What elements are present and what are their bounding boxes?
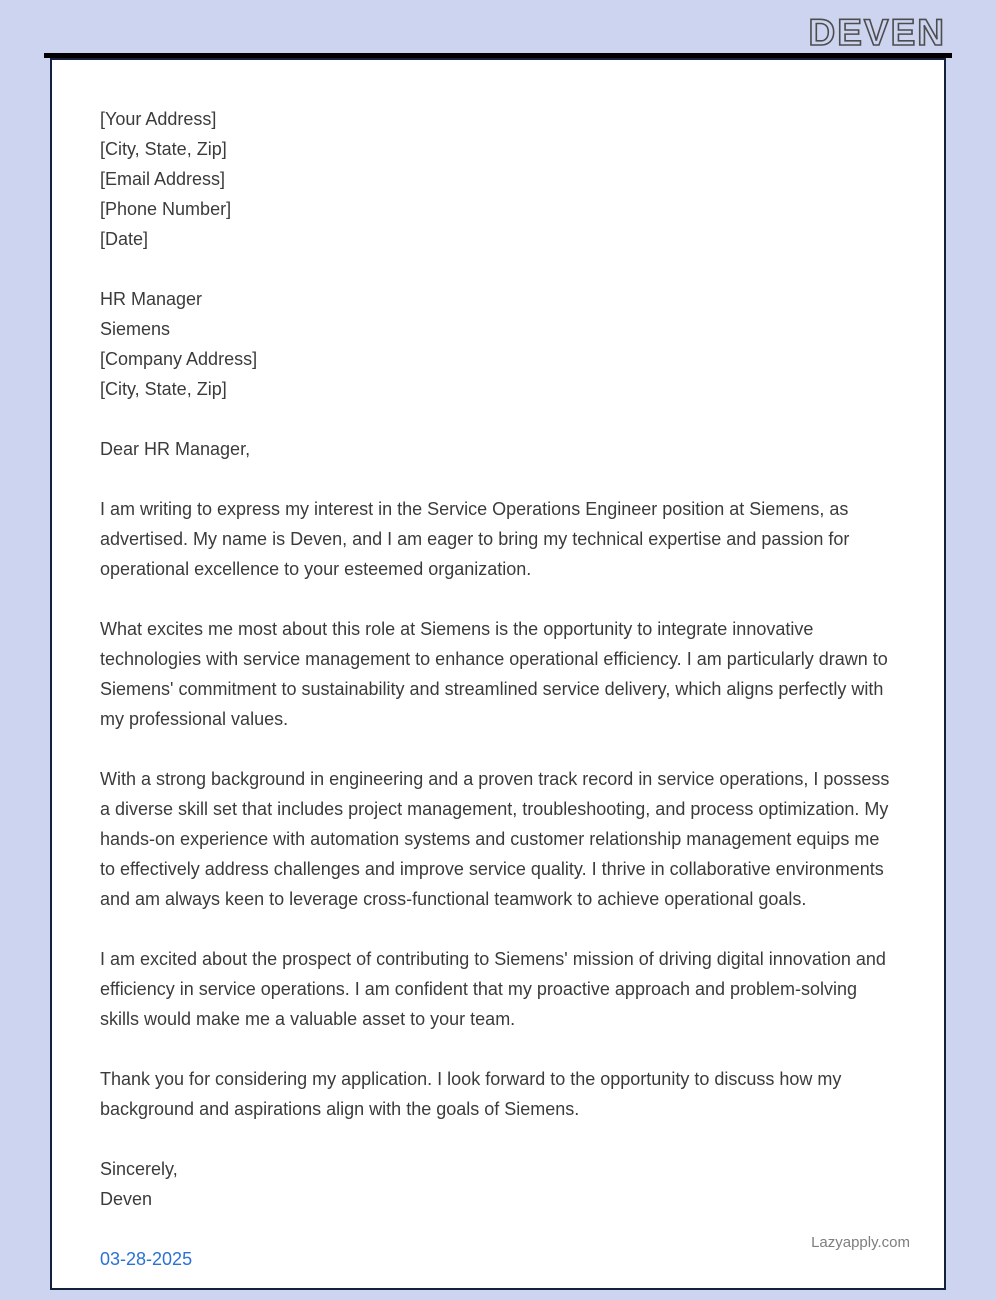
body-paragraph-4: I am excited about the prospect of contributing to Siemens' mission of driving digital innovation and efficiency in service operations. I am confident that my proactive approach and problem-solving skills would make me a valuable asset to your team. <box>100 949 886 1029</box>
date-text: 03-28-2025 <box>100 1249 193 1269</box>
letter-page <box>50 58 946 1290</box>
sender-line-phone: [Phone Number] <box>100 199 232 219</box>
recipient-line-city: [City, State, Zip] <box>100 379 227 399</box>
sender-address-block <box>100 104 894 254</box>
sender-line-email: [Email Address] <box>100 169 226 189</box>
salutation: Dear HR Manager, <box>100 439 251 459</box>
sender-line-address: [Your Address] <box>100 109 217 129</box>
closing-block <box>100 1154 894 1214</box>
body-paragraph-2: What excites me most about this role at Siemens is the opportunity to integrate innovative technologies with service management to enhance operational efficiency. I am particularly drawn to Siemens' commitment to sustainability and streamlined service delivery, which aligns perfectly with my professional values. <box>100 619 888 729</box>
closing-phrase: Sincerely, <box>100 1159 178 1179</box>
recipient-line-address: [Company Address] <box>100 349 258 369</box>
signature-name: Deven <box>100 1189 153 1209</box>
recipient-address-block <box>100 284 894 404</box>
brand-name: DEVEN <box>808 12 946 53</box>
sender-line-city: [City, State, Zip] <box>100 139 227 159</box>
watermark: Lazyapply.com <box>811 1234 910 1251</box>
body-paragraph-5: Thank you for considering my application. I look forward to the opportunity to discuss how my background and aspirations align with the goals of Siemens. <box>100 1069 842 1119</box>
body-paragraph-1: I am writing to express my interest in the Service Operations Engineer position at Siemens, as advertised. My name is Deven, and I am eager to bring my technical expertise and passion for operational excellence to your esteemed organization. <box>100 499 850 579</box>
body-paragraph-3: With a strong background in engineering and a proven track record in service operations, I possess a diverse skill set that includes project management, troubleshooting, and process optimization. My hands-on experience with automation systems and customer relationship management equips me to effectively address challenges and improve service quality. I thrive in collaborative environments and am always keen to leverage cross-functional teamwork to achieve operational goals. <box>100 769 890 909</box>
sender-line-date: [Date] <box>100 229 149 249</box>
recipient-line-company: Siemens <box>100 319 171 339</box>
recipient-line-title: HR Manager <box>100 289 203 309</box>
